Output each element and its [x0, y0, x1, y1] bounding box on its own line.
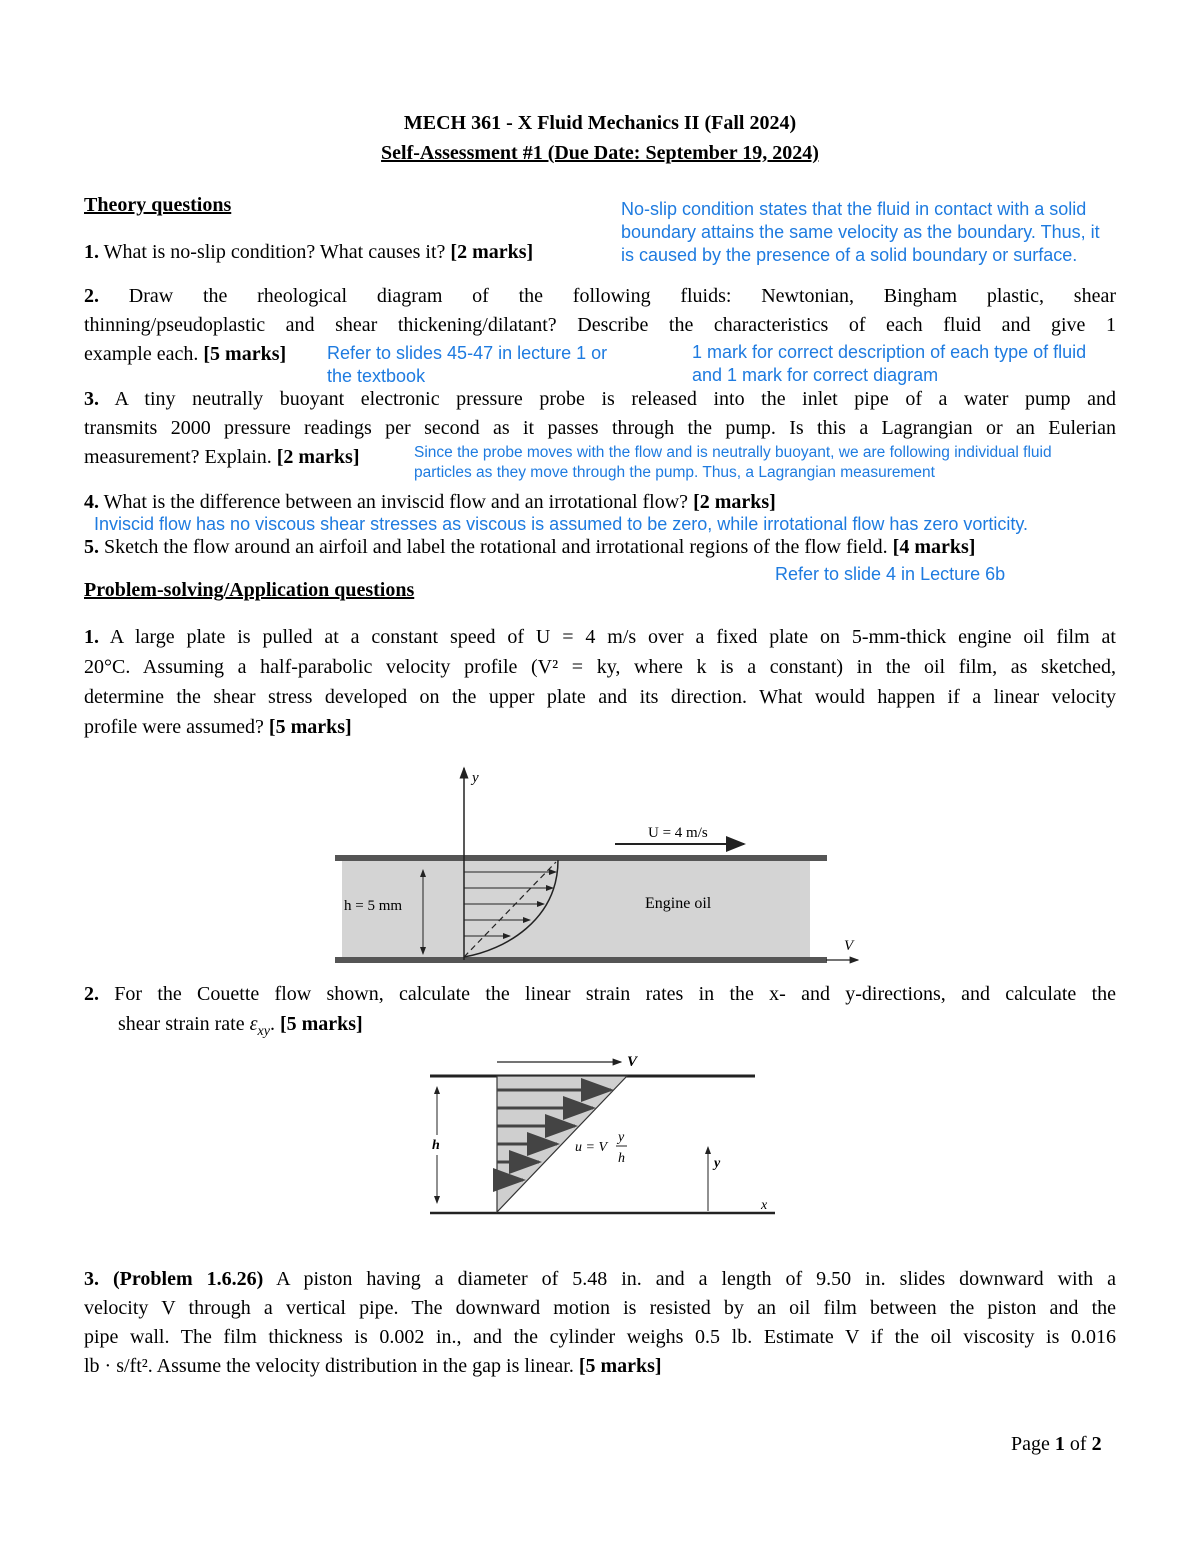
fraction-numerator: y — [618, 1130, 625, 1145]
velocity-equation: u = V — [575, 1140, 607, 1155]
strain-subscript: xy — [257, 1024, 270, 1039]
q3-answer-line: particles as they move through the pump. Thus, a Lagrangian measurement — [414, 464, 935, 481]
assignment-title: Self-Assessment #1 (Due Date: September 19, 2024) — [381, 142, 819, 164]
p1-line4 — [84, 713, 352, 742]
q5-marks: [4 marks] — [892, 536, 976, 558]
q1-number: 1. — [84, 241, 99, 263]
x-axis-label: x — [761, 1198, 768, 1213]
q5-note: Refer to slide 4 in Lecture 6b — [775, 564, 1006, 584]
q4-marks: [2 marks] — [693, 491, 776, 513]
p1-text: profile were assumed? — [84, 716, 264, 738]
theory-q5 — [84, 533, 975, 562]
note-line: and 1 mark for correct diagram — [692, 365, 939, 385]
fraction-denominator: h — [618, 1151, 625, 1166]
v-label: V — [627, 1054, 638, 1070]
p2-text: shear strain rate — [118, 1013, 245, 1035]
theory-q1 — [84, 238, 533, 267]
v-axis-label: V — [844, 938, 854, 954]
theory-q2-line1 — [84, 282, 1116, 311]
theory-heading: Theory questions — [84, 194, 232, 216]
q2-note-grading — [692, 341, 1086, 387]
theory-q3-line1 — [84, 385, 1116, 414]
p3-text: A piston having a diameter of 5.48 in. and a length of 9.50 in. slides downward with a — [276, 1268, 1117, 1290]
page-current: 1 — [1054, 1433, 1065, 1455]
p3-tag: (Problem 1.6.26) — [113, 1268, 264, 1290]
note-line: Refer to slides 45-47 in lecture 1 or — [327, 343, 608, 363]
p3-line1 — [84, 1265, 1116, 1294]
q3-marks: [2 marks] — [276, 446, 360, 468]
p2-marks: [5 marks] — [279, 1013, 363, 1035]
p2-line1 — [84, 980, 1116, 1009]
strain-symbol: ε — [249, 1013, 258, 1035]
y-axis-label: y — [714, 1156, 721, 1171]
q1-answer — [621, 198, 1191, 267]
q5-number: 5. — [84, 536, 99, 558]
page-of: of — [1069, 1433, 1087, 1455]
q2-marks: [5 marks] — [203, 343, 287, 365]
p3-line3: pipe wall. The film thickness is 0.002 in., and the cylinder weighs 0.5 lb. Estimate V if the oil viscosity is 0.016 — [84, 1326, 1116, 1348]
q3-answer — [414, 443, 1052, 483]
page-number — [1011, 1430, 1102, 1459]
page-label: Page — [1011, 1433, 1050, 1455]
p3-line2: velocity V through a vertical pipe. The downward motion is resisted by an oil film between the piston and the — [84, 1297, 1116, 1319]
q5-text: Sketch the flow around an airfoil and label the rotational and irrotational regions of the flow field. — [104, 536, 888, 558]
q4-number: 4. — [84, 491, 99, 513]
q2-note-slides — [327, 342, 607, 388]
p1-line3: determine the shear stress developed on the upper plate and its direction. What would happen if a linear velocity — [84, 686, 1116, 708]
p3-marks: [5 marks] — [578, 1355, 662, 1377]
h-label: h = 5 mm — [344, 898, 403, 914]
fluid-label: Engine oil — [645, 895, 712, 912]
q1-answer-line: is caused by the presence of a solid boundary or surface. — [621, 245, 1078, 265]
problems-heading: Problem-solving/Application questions — [84, 579, 415, 601]
u-label: U = 4 m/s — [648, 825, 708, 841]
lower-plate — [335, 957, 827, 963]
page-total: 2 — [1091, 1433, 1102, 1455]
theory-q3-line3 — [84, 443, 359, 472]
p1-marks: [5 marks] — [268, 716, 352, 738]
p1-text: A large plate is pulled at a constant speed of U = 4 m/s over a fixed plate on 5-mm-thick engine oil film at — [109, 626, 1116, 648]
q3-text: A tiny neutrally buoyant electronic pressure probe is released into the inlet pipe of a water pump and — [114, 388, 1116, 410]
p2-number: 2. — [84, 983, 99, 1005]
p1-line2: 20°C. Assuming a half-parabolic velocity profile (V² = ky, where k is a constant) in the oil film, as sketched, — [84, 656, 1116, 678]
oil-film-region — [342, 860, 810, 958]
q3-number: 3. — [84, 388, 99, 410]
p3-line4 — [84, 1352, 662, 1381]
note-line: 1 mark for correct description of each type of fluid — [692, 342, 1087, 362]
document-title: MECH 361 - X Fluid Mechanics II (Fall 2024) — [403, 112, 797, 134]
theory-q2-line2: thinning/pseudoplastic and shear thickening/dilatant? Describe the characteristics of each fluid and give 1 — [84, 314, 1116, 336]
p2-line2: shear strain rate $\varepsilon_{xy}$. [5 marks] — [118, 1013, 363, 1039]
q4-text: What is the difference between an inviscid flow and an irrotational flow? — [103, 491, 689, 513]
upper-plate — [335, 855, 827, 861]
p1-number: 1. — [84, 626, 99, 648]
q3-answer-line: Since the probe moves with the flow and is neutrally buoyant, we are following individual fluid — [414, 444, 1052, 461]
q2-number: 2. — [84, 285, 99, 307]
q3-text: measurement? Explain. — [84, 446, 272, 468]
p2-text: For the Couette flow shown, calculate the linear strain rates in the x- and y-directions, and calculate the — [114, 983, 1116, 1005]
figure-oil-film — [330, 760, 870, 970]
theory-q3-line2: transmits 2000 pressure readings per second as it passes through the pump. Is this a Lagrangian or an Eulerian — [84, 417, 1116, 439]
y-axis-label: y — [472, 770, 479, 786]
p3-number: 3. — [84, 1268, 99, 1290]
q1-text: What is no-slip condition? What causes it? — [103, 241, 446, 263]
q1-marks: [2 marks] — [450, 241, 534, 263]
figure-couette-flow — [425, 1045, 795, 1225]
q1-answer-line: No-slip condition states that the fluid in contact with a solid — [621, 199, 1087, 219]
p3-text: lb · s/ft². Assume the velocity distribution in the gap is linear. — [84, 1355, 574, 1377]
q2-text: example each. — [84, 343, 199, 365]
p1-line1 — [84, 623, 1116, 652]
theory-q2-line3 — [84, 340, 286, 369]
q2-text: Draw the rheological diagram of the following fluids: Newtonian, Bingham plastic, shear — [128, 285, 1116, 307]
q4-answer: Inviscid flow has no viscous shear stresses as viscous is assumed to be zero, while irrotational flow has zero vorticity. — [94, 514, 1029, 534]
h-label: h — [432, 1138, 440, 1153]
note-line: the textbook — [327, 366, 426, 386]
q1-answer-line: boundary attains the same velocity as the boundary. Thus, it — [621, 222, 1100, 242]
